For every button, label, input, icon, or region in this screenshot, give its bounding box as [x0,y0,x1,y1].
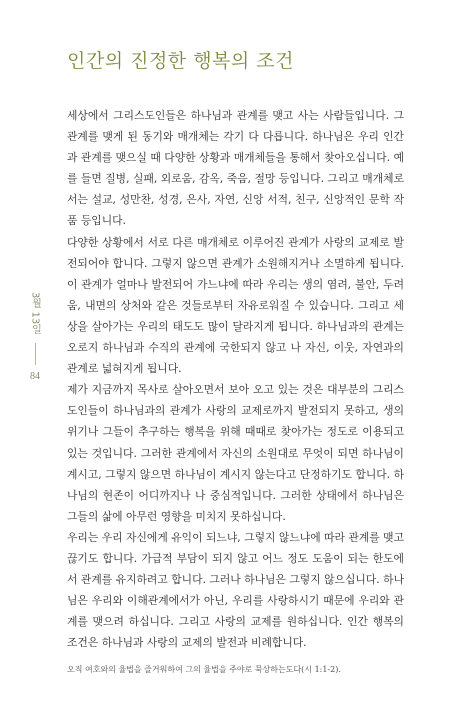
page-title: 인간의 진정한 행복의 조건 [67,50,295,72]
paragraph-4: 우리는 우리 자신에게 유익이 되느냐, 그렇지 않느냐에 따라 관계를 맺고 끊기도 합니다. 가급적 부담이 되지 않고 어느 정도 도움이 되는 한도에서 관계를 유지하려고 합니다. 그러나 하나님은 그렇지 않으십니다. 하나님은 우리와 이해관계에서가 아닌, 우리를 사랑하시기 때문에 우리와 관계를 맺으려 하십니다. 그리고 사랑의 교제를 원하십니다. 인간 행복의 조건은 하나님과 사랑의 교제의 발전과 비례합니다. [67,530,404,650]
paragraph-1: 세상에서 그리스도인들은 하나님과 관계를 맺고 사는 사람들입니다. 그 관계를 맺게 된 동기와 매개체는 각기 다 다릅니다. 하나님은 우리 인간과 관계를 맺으실 때 다양한 상황과 매개체들을 통해서 찾아오십니다. 예를 들면 질병, 실패, 외로움, 감옥, 죽음, 절망 등입니다. 그리고 매개체로서는 설교, 성만찬, 성경, 은사, 자연, 신앙 서적, 친구, 신앙적인 문학 작품 등입니다. [67,109,404,228]
paragraph-2: 다양한 상황에서 서로 다른 매개체로 이루어진 관계가 사랑의 교제로 발전되어야 합니다. 그렇지 않으면 관계가 소원해지거나 소멸하게 됩니다. 이 관계가 얼마나 발전되어 가느냐에 따라 우리는 생의 염려, 불안, 두려움, 내면의 상처와 같은 것들로부터 자유로워질 수 있습니다. 그리고 세상을 살아가는 우리의 태도도 많이 달라지게 됩니다. 하나님과의 관계는 오로지 하나님과 수직의 관계에 국한되지 않고 나 자신, 이웃, 자연과의 관계로 넓혀지게 됩니다. [67,235,404,376]
side-margin [26,292,44,382]
side-date: 3월 13일 [29,292,41,335]
side-divider [35,343,36,365]
paragraph-3: 제가 지금까지 목사로 살아오면서 보아 오고 있는 것은 대부분의 그리스도인들이 하나님과의 관계가 사랑의 교제로까지 발전되지 못하고, 생의 위기나 그들이 추구하는 행복을 위해 때때로 찾아가는 정도로 이용되고 있는 것입니다. 그러한 관계에서 자신의 소원대로 무엇이 되면 하나님이 계시고, 그렇지 않으면 하나님이 계시지 않는다고 단정하기도 합니다. 하나님의 현존이 어디까지나 나 중심적입니다. 그러한 상태에서 하나님은 그들의 삶에 아무런 영향을 미치지 못하십니다. [67,383,404,523]
body-text [67,105,404,653]
footer-verse: 오직 여호와의 율법을 즐거워하여 그의 율법을 주야로 묵상하는도다(시 1:1-2). [67,665,341,674]
page-number: 84 [30,371,40,383]
